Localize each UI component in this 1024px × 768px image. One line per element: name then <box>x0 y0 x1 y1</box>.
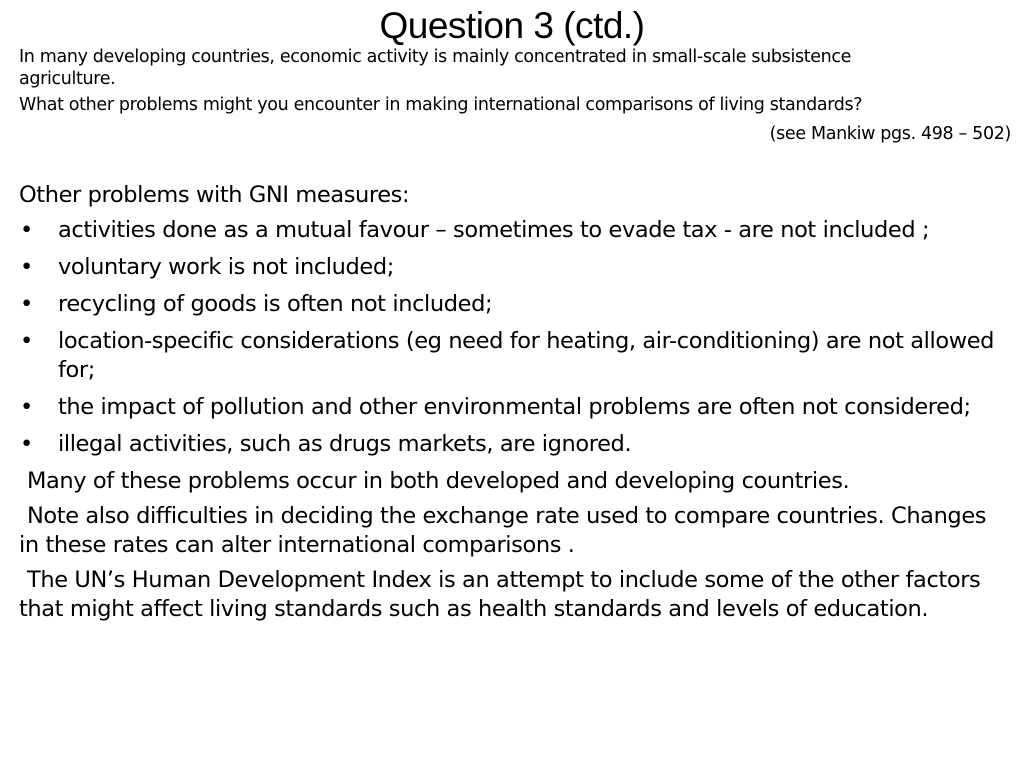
list-item <box>19 430 1009 459</box>
list-item-text: voluntary work is not included; <box>58 254 394 280</box>
list-item-text: activities done as a mutual favour – sometimes to evade tax - are not included ; <box>58 217 930 243</box>
intro-line-1: In many developing countries, economic activity is mainly concentrated in small-scale subsistence agriculture. <box>19 47 852 89</box>
list-item-text: location-specific considerations (eg need for heating, air-conditioning) are not allowed for; <box>58 328 995 383</box>
paragraph <box>19 467 1009 496</box>
bullet-icon: • <box>20 291 33 317</box>
bullet-icon: • <box>20 254 33 280</box>
problems-list <box>19 216 1009 459</box>
paragraph <box>19 566 1009 624</box>
paragraph-text: The UN’s Human Development Index is an attempt to include some of the other factors that might affect living standards such as health standards and levels of education. <box>19 567 981 622</box>
list-item <box>19 393 1009 422</box>
paragraph <box>19 502 1009 560</box>
bullet-icon: • <box>20 328 33 354</box>
list-item <box>19 216 1009 245</box>
answer-heading: Other problems with GNI measures: <box>19 182 410 208</box>
intro-line-2: What other problems might you encounter in making international comparisons of living standards? <box>19 95 863 115</box>
paragraph-text: Many of these problems occur in both developed and developing countries. <box>27 468 850 494</box>
answer-body <box>19 181 1009 624</box>
list-item-text: the impact of pollution and other environmental problems are often not considered; <box>58 394 971 420</box>
bullet-icon: • <box>20 217 33 243</box>
list-item <box>19 327 1009 385</box>
list-item-text: recycling of goods is often not included; <box>58 291 493 317</box>
list-item <box>19 290 1009 319</box>
list-item <box>19 253 1009 282</box>
textbook-reference: (see Mankiw pgs. 498 – 502) <box>769 124 1011 144</box>
bullet-icon: • <box>20 394 33 420</box>
bullet-icon: • <box>20 431 33 457</box>
list-item-text: illegal activities, such as drugs markets, are ignored. <box>58 431 632 457</box>
question-intro <box>19 47 949 122</box>
paragraph-text: Note also difficulties in deciding the exchange rate used to compare countries. Changes in these rates can alter international comparisons . <box>19 503 987 558</box>
slide-title: Question 3 (ctd.) <box>379 5 645 46</box>
